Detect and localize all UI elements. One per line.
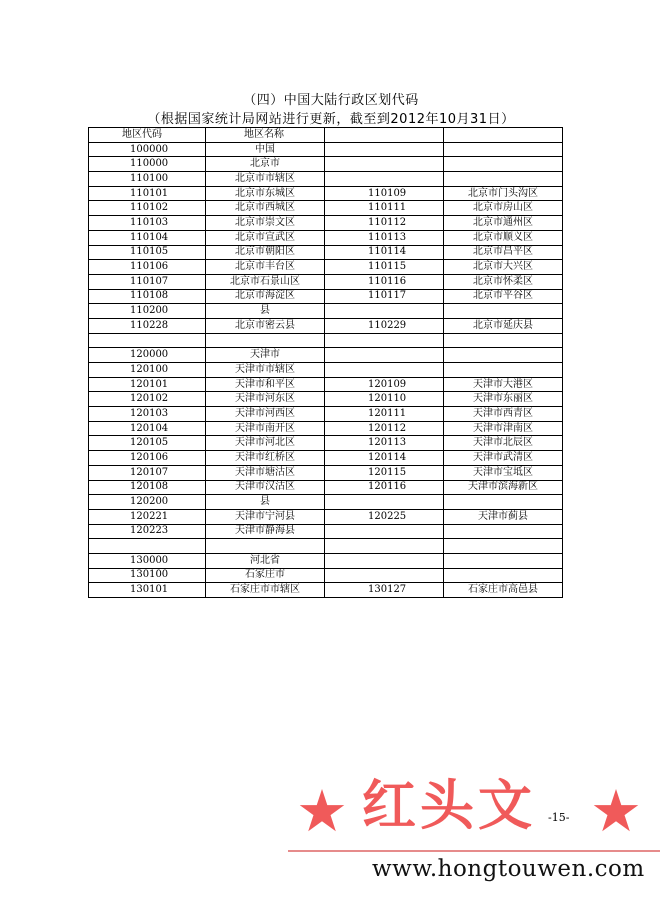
region-name-cell: [206, 539, 325, 554]
region-code-cell-2: 110115: [325, 260, 444, 275]
region-code-cell: 120108: [89, 480, 206, 495]
region-name-cell-2: [444, 363, 563, 378]
region-code-cell-2: 110109: [325, 186, 444, 201]
column-header: 地区名称: [206, 128, 325, 143]
region-name-cell-2: [444, 304, 563, 319]
region-code-cell: [89, 539, 206, 554]
region-code-cell-2: [325, 568, 444, 583]
table-row: [89, 509, 563, 524]
table-row: [89, 318, 563, 333]
table-row: [89, 142, 563, 157]
region-name-cell-2: 北京市昌平区: [444, 245, 563, 260]
region-name-cell-2: [444, 142, 563, 157]
region-name-cell: 北京市朝阳区: [206, 245, 325, 260]
region-name-cell-2: [444, 348, 563, 363]
table-row: [89, 186, 563, 201]
watermark-divider: [288, 850, 660, 852]
region-name-cell-2: 北京市平谷区: [444, 289, 563, 304]
table-row: [89, 392, 563, 407]
table-row: [89, 524, 563, 539]
table-row: [89, 201, 563, 216]
region-code-cell: 120105: [89, 436, 206, 451]
region-name-cell: 北京市石景山区: [206, 274, 325, 289]
region-code-cell: 110100: [89, 172, 206, 187]
region-name-cell: 天津市和平区: [206, 377, 325, 392]
region-code-cell: 100000: [89, 142, 206, 157]
region-name-cell: 石家庄市市辖区: [206, 583, 325, 598]
region-name-cell: 天津市: [206, 348, 325, 363]
region-name-cell: 北京市市辖区: [206, 172, 325, 187]
region-code-cell-2: 110114: [325, 245, 444, 260]
watermark-text: 红头文: [362, 773, 536, 837]
region-code-cell-2: [325, 363, 444, 378]
table-row: [89, 260, 563, 275]
region-code-cell-2: 120114: [325, 451, 444, 466]
column-header: 地区代码: [89, 128, 206, 143]
region-name-cell: 北京市丰台区: [206, 260, 325, 275]
table-row: [89, 480, 563, 495]
table-row: [89, 465, 563, 480]
table-header-row: [89, 128, 563, 143]
region-name-cell-2: 石家庄市高邑县: [444, 583, 563, 598]
watermark: [288, 774, 660, 884]
table-row: [89, 553, 563, 568]
region-code-cell: 110228: [89, 318, 206, 333]
region-code-cell: 120104: [89, 421, 206, 436]
region-code-cell-2: [325, 553, 444, 568]
region-name-cell: 天津市南开区: [206, 421, 325, 436]
table-row: [89, 539, 563, 554]
region-name-cell-2: [444, 553, 563, 568]
region-name-cell-2: [444, 157, 563, 172]
region-code-cell-2: [325, 142, 444, 157]
region-code-cell-2: 110113: [325, 230, 444, 245]
region-code-cell-2: 120110: [325, 392, 444, 407]
table-row: [89, 348, 563, 363]
region-code-cell: [89, 333, 206, 348]
region-code-cell: 110107: [89, 274, 206, 289]
watermark-url: www.hongtouwen.com: [372, 856, 645, 882]
table-row: [89, 377, 563, 392]
region-name-cell-2: 天津市北辰区: [444, 436, 563, 451]
table-row: [89, 230, 563, 245]
region-code-cell: 110103: [89, 216, 206, 231]
region-code-cell: 120102: [89, 392, 206, 407]
region-code-cell-2: 120111: [325, 407, 444, 422]
region-name-cell-2: 天津市津南区: [444, 421, 563, 436]
region-code-cell-2: 120225: [325, 509, 444, 524]
region-code-cell-2: 110229: [325, 318, 444, 333]
star-icon: ★: [590, 777, 642, 845]
table-row: [89, 436, 563, 451]
star-icon: ★: [296, 777, 348, 845]
region-name-cell: 天津市河东区: [206, 392, 325, 407]
document-title: （四）中国大陆行政区划代码: [243, 93, 419, 108]
table-row: [89, 583, 563, 598]
region-code-cell-2: 110117: [325, 289, 444, 304]
region-code-cell-2: 120112: [325, 421, 444, 436]
region-name-cell: 北京市密云县: [206, 318, 325, 333]
region-name-cell: 北京市宣武区: [206, 230, 325, 245]
table-row: [89, 451, 563, 466]
region-code-cell-2: 120116: [325, 480, 444, 495]
region-code-cell: 120223: [89, 524, 206, 539]
region-code-cell-2: [325, 172, 444, 187]
region-name-cell-2: 天津市西青区: [444, 407, 563, 422]
region-name-cell: 北京市西城区: [206, 201, 325, 216]
region-code-cell-2: [325, 524, 444, 539]
region-name-cell: 中国: [206, 142, 325, 157]
table-row: [89, 333, 563, 348]
document-subtitle: （根据国家统计局网站进行更新，截至到2012年10月31日）: [147, 112, 515, 127]
region-name-cell: 天津市市辖区: [206, 363, 325, 378]
region-name-cell-2: 天津市大港区: [444, 377, 563, 392]
region-name-cell-2: 天津市蓟县: [444, 509, 563, 524]
region-name-cell: 天津市红桥区: [206, 451, 325, 466]
table-row: [89, 421, 563, 436]
region-name-cell: 县: [206, 304, 325, 319]
region-name-cell-2: 天津市宝坻区: [444, 465, 563, 480]
region-code-cell: 130101: [89, 583, 206, 598]
region-code-cell-2: 110111: [325, 201, 444, 216]
region-name-cell-2: 天津市滨海新区: [444, 480, 563, 495]
region-code-cell: 120100: [89, 363, 206, 378]
table-row: [89, 495, 563, 510]
region-code-cell-2: 120113: [325, 436, 444, 451]
region-code-cell-2: 130127: [325, 583, 444, 598]
table-row: [89, 216, 563, 231]
region-name-cell-2: [444, 539, 563, 554]
region-name-cell-2: 北京市通州区: [444, 216, 563, 231]
region-code-cell-2: [325, 333, 444, 348]
region-name-cell-2: [444, 172, 563, 187]
region-code-cell: 120101: [89, 377, 206, 392]
region-code-cell-2: [325, 304, 444, 319]
region-code-cell: 120107: [89, 465, 206, 480]
region-name-cell: 石家庄市: [206, 568, 325, 583]
region-code-cell-2: 120109: [325, 377, 444, 392]
table-row: [89, 157, 563, 172]
region-name-cell: 天津市河西区: [206, 407, 325, 422]
region-name-cell: 北京市崇文区: [206, 216, 325, 231]
region-name-cell-2: 北京市怀柔区: [444, 274, 563, 289]
region-name-cell-2: 北京市大兴区: [444, 260, 563, 275]
region-name-cell: 县: [206, 495, 325, 510]
table-row: [89, 363, 563, 378]
region-code-cell-2: [325, 348, 444, 363]
region-name-cell: 天津市宁河县: [206, 509, 325, 524]
region-code-cell: 110102: [89, 201, 206, 216]
region-code-cell: 120200: [89, 495, 206, 510]
region-name-cell: 河北省: [206, 553, 325, 568]
region-name-cell-2: 北京市顺义区: [444, 230, 563, 245]
region-name-cell-2: [444, 495, 563, 510]
region-name-cell: 天津市汉沽区: [206, 480, 325, 495]
region-code-cell: 120221: [89, 509, 206, 524]
table-row: [89, 245, 563, 260]
region-code-cell: 110106: [89, 260, 206, 275]
region-code-cell: 120000: [89, 348, 206, 363]
region-name-cell-2: 北京市房山区: [444, 201, 563, 216]
region-name-cell-2: [444, 568, 563, 583]
table-body: [89, 128, 563, 598]
region-code-cell: 110104: [89, 230, 206, 245]
column-header: [325, 128, 444, 143]
table-row: [89, 304, 563, 319]
region-code-cell: 130000: [89, 553, 206, 568]
table-row: [89, 172, 563, 187]
region-name-cell: [206, 333, 325, 348]
region-name-cell-2: 天津市武清区: [444, 451, 563, 466]
region-name-cell-2: 北京市门头沟区: [444, 186, 563, 201]
region-code-cell: 110000: [89, 157, 206, 172]
table-row: [89, 568, 563, 583]
region-code-cell: 120103: [89, 407, 206, 422]
region-name-cell: 天津市河北区: [206, 436, 325, 451]
table-row: [89, 274, 563, 289]
region-code-cell: 130100: [89, 568, 206, 583]
region-code-cell-2: [325, 157, 444, 172]
column-header: [444, 128, 563, 143]
region-name-cell: 天津市静海县: [206, 524, 325, 539]
region-name-cell-2: 天津市东丽区: [444, 392, 563, 407]
region-code-cell: 120106: [89, 451, 206, 466]
region-name-cell-2: [444, 524, 563, 539]
region-code-cell-2: 110116: [325, 274, 444, 289]
region-name-cell: 天津市塘沽区: [206, 465, 325, 480]
region-code-cell: 110200: [89, 304, 206, 319]
page-number: -15-: [548, 811, 570, 824]
region-name-cell-2: [444, 333, 563, 348]
region-name-cell-2: 北京市延庆县: [444, 318, 563, 333]
region-code-cell: 110101: [89, 186, 206, 201]
region-code-cell-2: 120115: [325, 465, 444, 480]
region-code-cell: 110108: [89, 289, 206, 304]
region-code-table: [88, 127, 563, 598]
region-name-cell: 北京市: [206, 157, 325, 172]
table-row: [89, 407, 563, 422]
region-code-cell-2: [325, 495, 444, 510]
region-code-cell: 110105: [89, 245, 206, 260]
table-row: [89, 289, 563, 304]
region-code-cell-2: 110112: [325, 216, 444, 231]
region-name-cell: 北京市东城区: [206, 186, 325, 201]
region-code-cell-2: [325, 539, 444, 554]
region-name-cell: 北京市海淀区: [206, 289, 325, 304]
